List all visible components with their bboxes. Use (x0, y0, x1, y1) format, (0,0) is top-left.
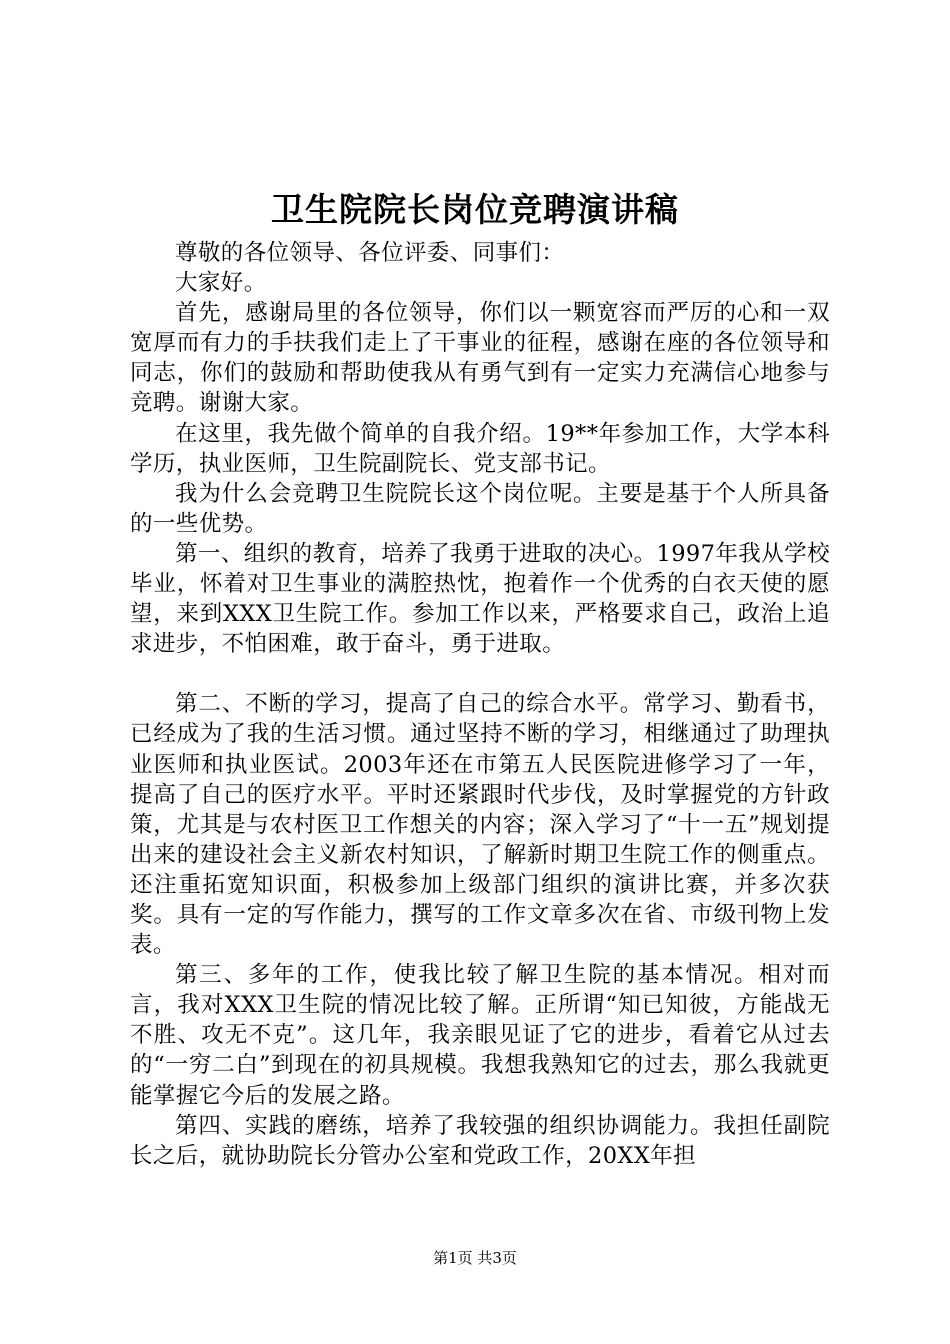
paragraph-point-two: 第二、不断的学习，提高了自己的综合水平。常学习、勤看书，已经成为了我的生活习惯。通过坚持不断的学习，相继通过了助理执业医师和执业医试。2003年还在市第五人民医院进修学习了一年，提高了自己的医疗水平。平时还紧跟时代步伐，及时掌握党的方针政策，尤其是与农村医卫工作想关的内容；深入学习了“十一五”规划提出来的建设社会主义新农村知识，了解新时期卫生院工作的侧重点。还注重拓宽知识面，积极参加上级部门组织的演讲比赛，并多次获奖。具有一定的写作能力，撰写的工作文章多次在省、市级刊物上发表。 (130, 691, 830, 959)
paragraph-self-intro: 在这里，我先做个简单的自我介绍。19**年参加工作，大学本科学历，执业医师，卫生院副院长、党支部书记。 (130, 420, 830, 477)
page-indicator: 第1页 共3页 (433, 1249, 517, 1267)
paragraph-point-one: 第一、组织的教育，培养了我勇于进取的决心。1997年我从学校毕业，怀着对卫生事业的满腔热忱，抱着作一个优秀的白衣天使的愿望，来到XXX卫生院工作。参加工作以来，严格要求自己，政治上追求进步，不怕困难，敢于奋斗，勇于进取。 (130, 540, 830, 658)
paragraph-salutation: 尊敬的各位领导、各位评委、同事们： (175, 240, 565, 266)
document-body (130, 238, 830, 1171)
paragraph-reason: 我为什么会竞聘卫生院院长这个岗位呢。主要是基于个人所具备的一些优势。 (130, 480, 830, 537)
paragraph-greeting: 大家好。 (175, 270, 267, 297)
document-title: 卫生院院长岗位竞聘演讲稿 (271, 190, 679, 229)
paragraph-thanks: 首先，感谢局里的各位领导，你们以一颗宽容而严厉的心和一双宽厚而有力的手扶我们走上了干事业的征程，感谢在座的各位领导和同志，你们的鼓励和帮助使我从有勇气到有一定实力充满信心地参与竞聘。谢谢大家。 (130, 300, 830, 417)
paragraph-point-three: 第三、多年的工作，使我比较了解卫生院的基本情况。相对而言，我对XXX卫生院的情况比较了解。正所谓“知已知彼，方能战无不胜、攻无不克”。这几年，我亲眼见证了它的进步，看着它从过去的“一穷二白”到现在的初具规模。我想我熟知它的过去，那么我就更能掌握它今后的发展之路。 (130, 962, 830, 1109)
paragraph-point-four: 第四、实践的磨练，培养了我较强的组织协调能力。我担任副院长之后，就协助院长分管办公室和党政工作，20XX年担 (130, 1112, 830, 1169)
